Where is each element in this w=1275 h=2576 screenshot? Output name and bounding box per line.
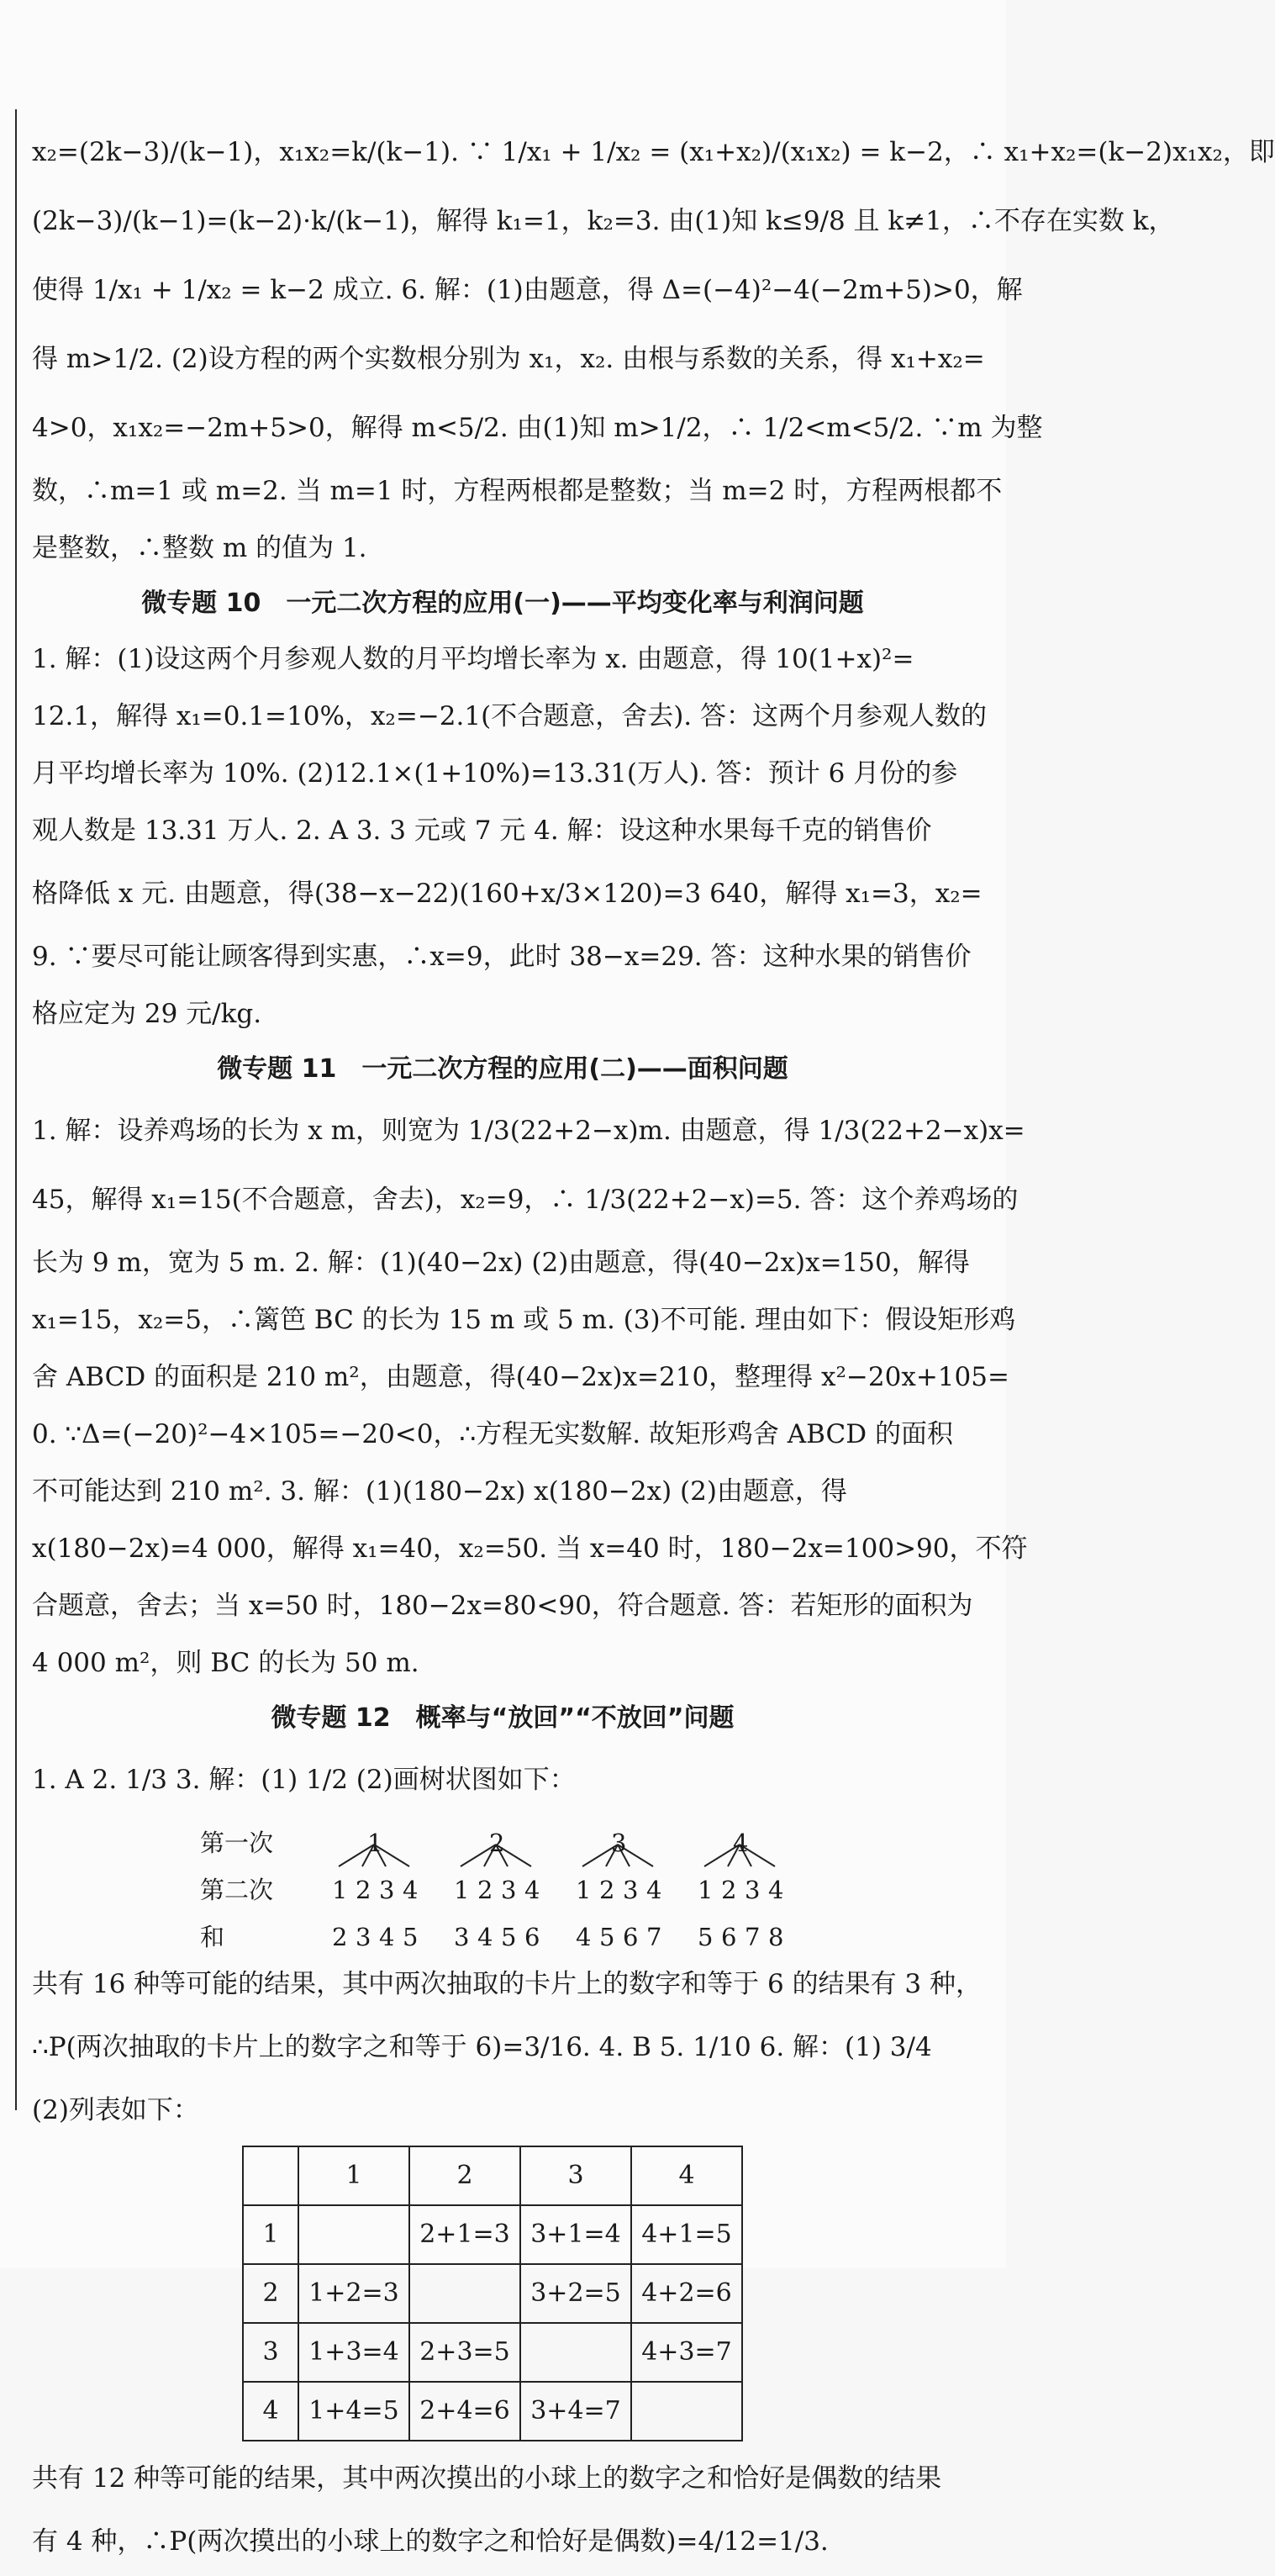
text-line: 格降低 x 元. 由题意，得(38−x−22)(160+x/3×120)=3 640，解得 x₁=3，x₂= <box>32 879 983 909</box>
table-row <box>243 2205 742 2264</box>
text-line: (2)列表如下： <box>32 2095 199 2125</box>
text-line: 45，解得 x₁=15(不合题意，舍去)，x₂=9，∴ 1/3(22+2−x)=5. 答：这个养鸡场的 <box>32 1185 1019 1215</box>
text-line: 12.1，解得 x₁=0.1=10%，x₂=−2.1(不合题意，舍去). 答：这两个月参观人数的 <box>32 701 987 731</box>
tree-second-node: 4 <box>403 1876 419 1904</box>
table-cell <box>631 2382 742 2441</box>
text-line: 有 4 种，∴P(两次摸出的小球上的数字之和恰好是偶数)=4/12=1/3. <box>32 2526 829 2557</box>
tree-sum-node: 7 <box>745 1923 761 1951</box>
tree-second-node: 2 <box>721 1876 737 1904</box>
table-cell: 2+4=6 <box>409 2382 520 2441</box>
tree-second-node: 2 <box>477 1876 493 1904</box>
tree-sum-node: 5 <box>403 1923 419 1951</box>
table-cell: 3+2=5 <box>520 2264 631 2323</box>
tree-second-node: 3 <box>745 1876 761 1904</box>
text-line: x₁=15，x₂=5，∴篱笆 BC 的长为 15 m 或 5 m. (3)不可能. 理由如下：假设矩形鸡 <box>32 1305 1016 1335</box>
tree-sum-node: 6 <box>623 1923 639 1951</box>
tree-second-node: 2 <box>599 1876 615 1904</box>
tree-second-node: 1 <box>454 1876 470 1904</box>
text-line: 1. 解：设养鸡场的长为 x m，则宽为 1/3(22+2−x)m. 由题意，得 1/3(22+2−x)x= <box>32 1116 1025 1146</box>
tree-sum-node: 4 <box>379 1923 395 1951</box>
text-line: ∴P(两次抽取的卡片上的数字之和等于 6)=3/16. 4. B 5. 1/10 6. 解：(1) 3/4 <box>32 2032 932 2062</box>
tree-label-second: 第二次 <box>200 1876 274 1904</box>
text-line: 共有 12 种等可能的结果，其中两次摸出的小球上的数字之和恰好是偶数的结果 <box>32 2463 942 2494</box>
table-header-cell: 2 <box>409 2146 520 2205</box>
tree-first-node: 1 <box>367 1829 383 1857</box>
answer-content <box>32 118 1275 2576</box>
text-line: 是整数，∴整数 m 的值为 1. <box>32 533 367 563</box>
text-line: 格应定为 29 元/kg. <box>32 999 262 1029</box>
table-cell <box>520 2323 631 2382</box>
tree-sum-node: 4 <box>477 1923 493 1951</box>
tree-sum-node: 3 <box>356 1923 371 1951</box>
section-heading-10: 微专题 10 一元二次方程的应用(一)——平均变化率与利润问题 <box>141 589 864 618</box>
tree-second-node: 4 <box>524 1876 540 1904</box>
table-cell <box>409 2264 520 2323</box>
tree-second-node: 1 <box>698 1876 714 1904</box>
text-line: x(180−2x)=4 000，解得 x₁=40，x₂=50. 当 x=40 时，180−2x=100>90，不符 <box>32 1533 1028 1564</box>
tree-sum-node: 4 <box>576 1923 592 1951</box>
table-cell: 4 <box>243 2382 298 2441</box>
text-line: 使得 1/x₁ + 1/x₂ = k−2 成立. 6. 解：(1)由题意，得 Δ=(−4)²−4(−2m+5)>0，解 <box>32 275 1023 305</box>
text-line: 1. 解：(1)设这两个月参观人数的月平均增长率为 x. 由题意，得 10(1+x)²= <box>32 644 914 674</box>
table-header-cell: 3 <box>520 2146 631 2205</box>
text-line: (2k−3)/(k−1)=(k−2)·k/(k−1)，解得 k₁=1，k₂=3. 由(1)知 k≤9/8 且 k≠1，∴不存在实数 k， <box>32 206 1175 236</box>
tree-first-node: 4 <box>733 1829 749 1857</box>
tree-sum-node: 7 <box>646 1923 662 1951</box>
top-continuation <box>32 118 1275 577</box>
table-row <box>243 2323 742 2382</box>
tree-sum-node: 5 <box>698 1923 714 1951</box>
section-heading-11: 微专题 11 一元二次方程的应用(二)——面积问题 <box>217 1054 788 1084</box>
tree-second-node: 3 <box>623 1876 639 1904</box>
tree-sum-node: 2 <box>332 1923 348 1951</box>
section-11-body <box>32 1096 1028 1692</box>
text-line: 1. A 2. 1/3 3. 解：(1) 1/2 (2)画树状图如下： <box>32 1765 576 1795</box>
text-line: 数，∴m=1 或 m=2. 当 m=1 时，方程两根都是整数；当 m=2 时，方程两根都不 <box>32 476 1003 506</box>
section-heading-12: 微专题 12 概率与“放回”“不放回”问题 <box>271 1703 735 1733</box>
table-cell: 3+1=4 <box>520 2205 631 2264</box>
text-line: 得 m>1/2. (2)设方程的两个实数根分别为 x₁，x₂. 由根与系数的关系，得 x₁+x₂= <box>32 344 985 374</box>
text-line: 不可能达到 210 m². 3. 解：(1)(180−2x) x(180−2x) (2)由题意，得 <box>32 1476 847 1507</box>
tree-second-node: 3 <box>379 1876 395 1904</box>
table-cell: 2 <box>243 2264 298 2323</box>
left-margin-rule <box>15 109 17 2110</box>
tree-diagram <box>200 1814 973 1956</box>
text-line: 合题意，舍去；当 x=50 时，180−2x=80<90，符合题意. 答：若矩形的面积为 <box>32 1591 973 1621</box>
tree-sum-node: 5 <box>501 1923 517 1951</box>
text-line: x₂=(2k−3)/(k−1)，x₁x₂=k/(k−1). ∵ 1/x₁ + 1/x₂ = (x₁+x₂)/(x₁x₂) = k−2，∴ x₁+x₂=(k−2)x₁x₂，即 <box>32 137 1275 167</box>
table-cell: 1+4=5 <box>298 2382 409 2441</box>
text-line: 4 000 m²，则 BC 的长为 50 m. <box>32 1648 419 1678</box>
table-cell: 4+2=6 <box>631 2264 742 2323</box>
table-cell <box>298 2205 409 2264</box>
tree-label-sum: 和 <box>200 1923 225 1951</box>
tree-label-first: 第一次 <box>200 1829 274 1857</box>
text-line: 0. ∵Δ=(−20)²−4×105=−20<0，∴方程无实数解. 故矩形鸡舍 ABCD 的面积 <box>32 1419 953 1449</box>
tree-first-node: 2 <box>489 1829 505 1857</box>
table-cell: 3+4=7 <box>520 2382 631 2441</box>
table-header-cell: 1 <box>298 2146 409 2205</box>
tree-second-node: 1 <box>576 1876 592 1904</box>
text-line: 观人数是 13.31 万人. 2. A 3. 3 元或 7 元 4. 解：设这种水果每千克的销售价 <box>32 816 932 846</box>
table-cell: 4+3=7 <box>631 2323 742 2382</box>
tree-sum-node: 6 <box>524 1923 540 1951</box>
tree-sum-node: 5 <box>599 1923 615 1951</box>
text-line: 共有 16 种等可能的结果，其中两次抽取的卡片上的数字和等于 6 的结果有 3 种， <box>32 1969 983 1999</box>
text-line: 4>0，x₁x₂=−2m+5>0，解得 m<5/2. 由(1)知 m>1/2，∴ 1/2<m<5/2. ∵m 为整 <box>32 413 1043 443</box>
tree-second-node: 3 <box>501 1876 517 1904</box>
tree-sum-node: 8 <box>768 1923 784 1951</box>
section-10-body <box>32 631 987 1043</box>
text-line: 长为 9 m，宽为 5 m. 2. 解：(1)(40−2x) (2)由题意，得(40−2x)x=150，解得 <box>32 1248 970 1278</box>
table-cell: 4+1=5 <box>631 2205 742 2264</box>
tree-second-node: 4 <box>768 1876 784 1904</box>
tree-first-node: 3 <box>611 1829 627 1857</box>
outcome-table <box>242 2146 743 2441</box>
tree-second-node: 4 <box>646 1876 662 1904</box>
table-cell: 3 <box>243 2323 298 2382</box>
table-cell: 2+3=5 <box>409 2323 520 2382</box>
table-cell: 1+3=4 <box>298 2323 409 2382</box>
tree-second-node: 1 <box>332 1876 348 1904</box>
table-cell: 2+1=3 <box>409 2205 520 2264</box>
section-12-body <box>32 1745 983 2576</box>
table-cell: 1 <box>243 2205 298 2264</box>
text-line: 9. ∵要尽可能让顾客得到实惠，∴x=9，此时 38−x=29. 答：这种水果的销售价 <box>32 942 972 972</box>
table-header-cell: 4 <box>631 2146 742 2205</box>
text-line: 月平均增长率为 10%. (2)12.1×(1+10%)=13.31(万人). 答：预计 6 月份的参 <box>32 758 958 789</box>
table-header-row <box>243 2146 742 2205</box>
table-header-cell <box>243 2146 298 2205</box>
tree-second-node: 2 <box>356 1876 371 1904</box>
text-line: 舍 ABCD 的面积是 210 m²，由题意，得(40−2x)x=210，整理得 x²−20x+105= <box>32 1362 1009 1392</box>
tree-sum-node: 6 <box>721 1923 737 1951</box>
table-row <box>243 2264 742 2323</box>
tree-sum-node: 3 <box>454 1923 470 1951</box>
table-cell: 1+2=3 <box>298 2264 409 2323</box>
table-row <box>243 2382 742 2441</box>
